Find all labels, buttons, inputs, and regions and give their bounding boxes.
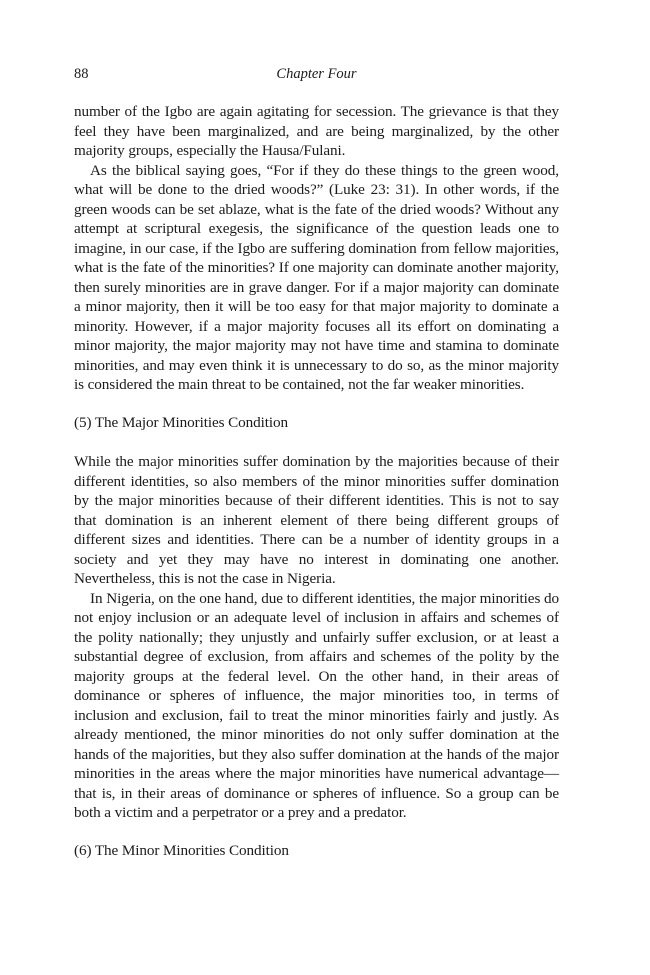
paragraph-continued: number of the Igbo are again agitating for secession. The grievance is that they feel they have been marginalized, and are being marginalized, by the other majority groups, especially the Hausa/Fulani.: [74, 103, 559, 159]
paragraph-nigeria-inclusion: In Nigeria, on the one hand, due to different identities, the major minorities do not enjoy inclusion or an adequate level of inclusion in affairs and schemes of the polity nationally; they unjustly and unfairly suffer exclusion, or at least a substantial degree of exclusion, from affairs and schemes of the polity by the majority groups at the federal level. On the other hand, in their areas of dominance or spheres of influence, the major minorities too, in terms of inclusion and exclusion, fail to treat the minor minorities fairly and justly. As already mentioned, the minor minorities do not only suffer domination at the hands of the majorities, but they also suffer domination at the hands of the major minorities in the areas where the major minorities have numerical advantage—that is, in their areas of dominance or spheres of influence. So a group can be both a victim and a perpetrator or a prey and a predator.: [74, 589, 559, 821]
page-number: 88: [74, 66, 89, 82]
running-head: Chapter Four: [276, 66, 357, 82]
book-page: [74, 66, 559, 880]
paragraph-biblical-saying: As the biblical saying goes, “For if they do these things to the green wood, what will be done to the dried woods?” (Luke 23: 31). In other words, if the green woods can be set ablaze, what is the fate of the dried woods? Without any attempt at scriptural exegesis, the significance of the question leads one to imagine, in our case, if the Igbo are suffering domination from fellow majorities, what is the fate of the minorities? If one majority can dominate another majority, then surely minorities are in grave danger. For if a major majority can dominate a minor majority, then it will be too easy for that major majority to dominate a minority. However, if a major majority focuses all its effort on dominating a minor majority, the major majority may not have time and stamina to dominate minorities, and may even think it is unnecessary to do so, as the minor majority is considered the main threat to be contained, not the far weaker minorities.: [74, 161, 559, 393]
section-heading-major-minorities: (5) The Major Minorities Condition: [74, 413, 288, 431]
page-header: [74, 66, 559, 86]
section-heading-minor-minorities: (6) The Minor Minorities Condition: [74, 841, 289, 859]
page-body: [74, 102, 559, 860]
paragraph-major-minorities-intro: While the major minorities suffer domination by the majorities because of their different identities, so also members of the minor minorities suffer domination by the major minorities because of their different identities. This is not to say that domination is an inherent element of there being different groups of different sizes and identities. There can be a number of identity groups in a society and yet they may have no interest in dominating one another. Nevertheless, this is not the case in Nigeria.: [74, 453, 559, 587]
